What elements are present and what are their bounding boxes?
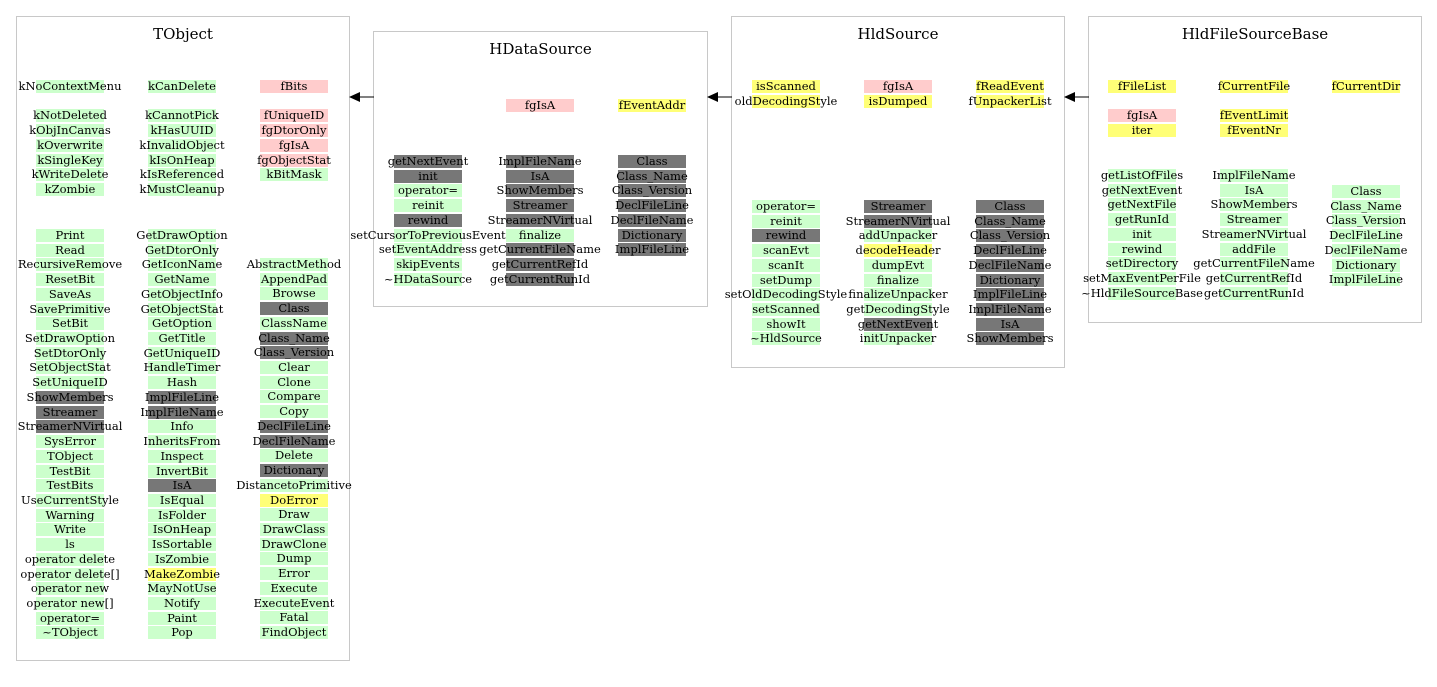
member-hldsource: operator= bbox=[755, 199, 817, 213]
member-tobject: ExecuteEvent bbox=[253, 595, 335, 610]
member-hdatasource: ImplFileLine bbox=[614, 242, 690, 257]
member-hdatasource: fEventAddr bbox=[618, 98, 686, 112]
member-tobject: SetUniqueID bbox=[32, 375, 108, 390]
member-hdatasource: getCurrentRunId bbox=[489, 271, 591, 286]
member-tobject: GetDtorOnly bbox=[145, 242, 219, 257]
member-hldfilesourcebase: getCurrentRefId bbox=[1205, 271, 1303, 286]
member-tobject: kHasUUID bbox=[150, 123, 214, 138]
member-hldfilesourcebase: StreamerNVirtual bbox=[1201, 226, 1307, 241]
member-tobject: Clone bbox=[277, 374, 311, 389]
member-hldsource: fgIsA bbox=[882, 79, 914, 93]
member-tobject: SetDrawOption bbox=[24, 331, 116, 346]
member-tobject: DrawClone bbox=[261, 536, 327, 551]
member-hldfilesourcebase: ShowMembers bbox=[1210, 197, 1298, 212]
member-tobject: kIsOnHeap bbox=[149, 152, 215, 167]
member-tobject: TestBits bbox=[46, 478, 94, 493]
member-tobject: ClassName bbox=[261, 315, 327, 330]
member-hldsource: fUnpackerList bbox=[968, 93, 1052, 108]
member-tobject: fgIsA bbox=[278, 137, 310, 152]
member-hldfilesourcebase: fCurrentDir bbox=[1331, 79, 1401, 93]
member-tobject: fBits bbox=[280, 79, 308, 93]
member-hldfilesourcebase: iter bbox=[1131, 123, 1153, 138]
member-tobject: operator delete[] bbox=[20, 566, 120, 581]
member-hldsource: IsA bbox=[1000, 316, 1020, 331]
member-hldfilesourcebase: setDirectory bbox=[1105, 256, 1179, 271]
member-hldsource: fReadEvent bbox=[976, 79, 1044, 93]
member-tobject: SetBit bbox=[51, 316, 89, 331]
member-hldsource: ~HldSource bbox=[750, 331, 822, 346]
member-tobject: Dictionary bbox=[263, 463, 325, 478]
member-hldsource: getNextEvent bbox=[857, 316, 939, 331]
member-tobject: DeclFileName bbox=[252, 433, 336, 448]
member-tobject: DistancetoPrimitive bbox=[236, 477, 352, 492]
member-hdatasource: ShowMembers bbox=[496, 183, 584, 198]
member-tobject: SysError bbox=[43, 434, 97, 449]
member-tobject: kCanDelete bbox=[148, 79, 216, 93]
member-tobject: GetObjectStat bbox=[140, 301, 224, 316]
member-tobject: fUniqueID bbox=[263, 108, 325, 123]
member-hdatasource: IsA bbox=[530, 168, 550, 183]
member-tobject: ls bbox=[65, 537, 75, 552]
member-tobject: Compare bbox=[267, 389, 321, 404]
member-tobject: DoError bbox=[270, 492, 318, 507]
member-tobject: SetObjectStat bbox=[29, 360, 111, 375]
member-tobject: Pop bbox=[171, 625, 193, 640]
member-tobject: TObject bbox=[47, 448, 93, 463]
member-hdatasource: rewind bbox=[407, 212, 449, 227]
member-tobject: AppendPad bbox=[260, 271, 328, 286]
member-tobject: IsOnHeap bbox=[152, 522, 212, 537]
member-tobject: operator new[] bbox=[26, 596, 114, 610]
member-tobject: HandleTimer bbox=[143, 360, 221, 375]
member-tobject: kObjInCanvas bbox=[29, 123, 111, 138]
member-hdatasource: Dictionary bbox=[621, 227, 683, 242]
member-tobject: IsEqual bbox=[159, 492, 205, 507]
member-hdatasource: setEventAddress bbox=[378, 242, 478, 257]
member-hldsource: addUnpacker bbox=[858, 228, 938, 243]
member-hdatasource: ImplFileName bbox=[498, 154, 582, 168]
member-hldfilesourcebase: fCurrentFile bbox=[1217, 79, 1291, 93]
member-hldsource: finalizeUnpacker bbox=[848, 287, 948, 302]
class-title-tobject: TObject bbox=[153, 25, 213, 43]
member-tobject: Paint bbox=[167, 610, 197, 625]
member-hldsource: reinit bbox=[770, 213, 802, 228]
member-tobject: kIsReferenced bbox=[139, 167, 225, 182]
member-hldsource: finalize bbox=[876, 272, 920, 287]
member-tobject: ImplFileName bbox=[140, 404, 224, 419]
member-hldsource: isDumped bbox=[868, 93, 928, 108]
member-hldsource: ShowMembers bbox=[966, 331, 1054, 346]
member-tobject: Print bbox=[55, 228, 85, 242]
member-tobject: fgDtorOnly bbox=[261, 123, 327, 138]
member-hldsource: showIt bbox=[766, 316, 806, 331]
member-tobject: SaveAs bbox=[48, 286, 92, 301]
member-hdatasource: finalize bbox=[518, 227, 562, 242]
member-hldsource: setScanned bbox=[752, 302, 820, 317]
member-tobject: GetObjectInfo bbox=[141, 286, 223, 301]
member-hldsource: Class_Version bbox=[969, 228, 1051, 243]
member-hldfilesourcebase: IsA bbox=[1244, 182, 1264, 197]
member-hldsource: scanEvt bbox=[762, 243, 810, 258]
member-tobject: FindObject bbox=[261, 625, 327, 639]
member-tobject: Class_Name bbox=[258, 330, 330, 345]
member-hldsource: Class bbox=[994, 199, 1026, 213]
member-hldfilesourcebase: getCurrentFileName bbox=[1193, 256, 1315, 271]
class-title-hldfilesourcebase: HldFileSourceBase bbox=[1181, 25, 1329, 43]
member-tobject: TestBit bbox=[49, 463, 91, 478]
member-tobject: Info bbox=[170, 419, 194, 434]
member-tobject: kNoContextMenu bbox=[18, 79, 122, 93]
member-hdatasource: skipEvents bbox=[396, 257, 460, 272]
member-hldsource: setDump bbox=[759, 272, 813, 287]
member-tobject: ResetBit bbox=[45, 272, 95, 287]
member-tobject: Dump bbox=[276, 551, 312, 566]
member-tobject: kSingleKey bbox=[37, 152, 103, 167]
member-tobject: SetDtorOnly bbox=[33, 345, 107, 360]
member-hldfilesourcebase: addFile bbox=[1232, 241, 1276, 256]
member-hdatasource: getNextEvent bbox=[387, 154, 469, 168]
member-hldsource: ImplFileLine bbox=[972, 287, 1048, 302]
member-hdatasource: reinit bbox=[412, 198, 444, 213]
member-tobject: Execute bbox=[270, 580, 318, 595]
member-tobject: Streamer bbox=[42, 404, 98, 419]
member-tobject: operator= bbox=[39, 610, 101, 625]
member-tobject: GetOption bbox=[151, 316, 213, 331]
member-hldsource: setOldDecodingStyle bbox=[724, 287, 848, 302]
member-tobject: Copy bbox=[279, 404, 309, 419]
member-hdatasource: ~HDataSource bbox=[383, 271, 473, 286]
member-hldfilesourcebase: ImplFileLine bbox=[1328, 272, 1404, 287]
member-hldsource: scanIt bbox=[768, 257, 804, 272]
member-hldfilesourcebase: fEventLimit bbox=[1219, 108, 1289, 123]
member-hdatasource: DeclFileName bbox=[610, 212, 694, 227]
member-hldsource: decodeHeader bbox=[855, 243, 941, 258]
member-hldfilesourcebase: getNextFile bbox=[1107, 197, 1177, 212]
member-hldfilesourcebase: ImplFileName bbox=[1212, 168, 1296, 182]
member-tobject: kZombie bbox=[44, 182, 96, 197]
member-hdatasource: init bbox=[418, 168, 438, 183]
member-hldsource: StreamerNVirtual bbox=[845, 213, 951, 228]
member-hldfilesourcebase: Dictionary bbox=[1335, 257, 1397, 272]
member-tobject: DeclFileLine bbox=[257, 418, 331, 433]
member-tobject: ~TObject bbox=[42, 625, 98, 640]
member-tobject: AbstractMethod bbox=[246, 257, 342, 271]
member-tobject: ImplFileLine bbox=[144, 389, 220, 404]
member-tobject: GetIconName bbox=[141, 257, 223, 272]
member-tobject: kInvalidObject bbox=[139, 137, 225, 152]
member-tobject: Inspect bbox=[160, 448, 204, 463]
member-tobject: Fatal bbox=[279, 610, 309, 625]
member-hldfilesourcebase: DeclFileName bbox=[1324, 242, 1408, 257]
member-hldsource: DeclFileLine bbox=[973, 243, 1047, 258]
member-tobject: fgObjectStat bbox=[257, 152, 331, 167]
member-tobject: Notify bbox=[163, 596, 201, 610]
member-hdatasource: Streamer bbox=[512, 198, 568, 213]
member-hldfilesourcebase: Class_Version bbox=[1325, 213, 1407, 228]
member-hdatasource: Class_Version bbox=[611, 183, 693, 198]
member-tobject: GetTitle bbox=[158, 331, 206, 346]
member-tobject: Browse bbox=[272, 286, 316, 301]
member-hldfilesourcebase: getListOfFiles bbox=[1100, 168, 1184, 182]
member-hldsource: getDecodingStyle bbox=[846, 302, 950, 317]
member-tobject: kNotDeleted bbox=[33, 108, 107, 123]
member-tobject: Hash bbox=[166, 375, 198, 390]
member-tobject: kMustCleanup bbox=[139, 182, 225, 197]
member-tobject: Draw bbox=[278, 507, 310, 522]
member-tobject: SavePrimitive bbox=[29, 301, 111, 316]
member-hldsource: ImplFileName bbox=[968, 302, 1052, 317]
member-tobject: Warning bbox=[45, 507, 95, 522]
member-tobject: IsFolder bbox=[157, 507, 207, 522]
member-hldfilesourcebase: rewind bbox=[1121, 241, 1163, 256]
member-hldfilesourcebase: getCurrentRunId bbox=[1203, 285, 1305, 300]
member-tobject: IsZombie bbox=[154, 551, 210, 566]
member-hldsource: rewind bbox=[765, 228, 807, 243]
member-tobject: Class_Version bbox=[253, 345, 335, 360]
member-hldsource: DeclFileName bbox=[968, 257, 1052, 272]
member-tobject: MakeZombie bbox=[143, 566, 221, 581]
member-hldfilesourcebase: Class_Name bbox=[1330, 198, 1402, 213]
member-hldsource: initUnpacker bbox=[859, 331, 937, 346]
member-tobject: DrawClass bbox=[262, 521, 326, 536]
member-tobject: ShowMembers bbox=[26, 389, 114, 404]
member-tobject: InheritsFrom bbox=[143, 434, 221, 449]
member-hldfilesourcebase: DeclFileLine bbox=[1329, 228, 1403, 243]
member-hldfilesourcebase: init bbox=[1132, 226, 1152, 241]
member-tobject: kCannotPick bbox=[145, 108, 219, 123]
member-tobject: IsA bbox=[172, 478, 192, 493]
class-title-hdatasource: HDataSource bbox=[489, 40, 592, 58]
member-tobject: UseCurrentStyle bbox=[21, 492, 119, 507]
member-hldfilesourcebase: getNextEvent bbox=[1101, 182, 1183, 197]
member-tobject: Clear bbox=[278, 360, 310, 375]
member-tobject: operator delete bbox=[24, 551, 116, 566]
member-tobject: Delete bbox=[275, 448, 313, 463]
member-hdatasource: setCursorToPreviousEvent bbox=[350, 227, 506, 242]
member-hldfilesourcebase: Class bbox=[1350, 184, 1382, 198]
member-tobject: kWriteDelete bbox=[31, 167, 109, 182]
member-hldfilesourcebase: getRunId bbox=[1114, 212, 1170, 227]
member-hldfilesourcebase: Streamer bbox=[1226, 212, 1282, 227]
member-tobject: operator new bbox=[30, 581, 110, 596]
member-tobject: GetDrawOption bbox=[136, 228, 228, 242]
member-hldfilesourcebase: ~HldFileSourceBase bbox=[1081, 285, 1203, 300]
member-tobject: kBitMask bbox=[266, 167, 322, 182]
member-hldsource: Class_Name bbox=[974, 213, 1046, 228]
member-tobject: GetUniqueID bbox=[143, 345, 221, 360]
member-hdatasource: Class bbox=[636, 154, 668, 168]
member-hldsource: isScanned bbox=[756, 79, 816, 93]
member-hldsource: Dictionary bbox=[979, 272, 1041, 287]
member-tobject: InvertBit bbox=[155, 463, 209, 478]
member-hdatasource: getCurrentFileName bbox=[479, 242, 601, 257]
member-tobject: StreamerNVirtual bbox=[17, 419, 123, 434]
member-hdatasource: DeclFileLine bbox=[615, 198, 689, 213]
class-title-hldsource: HldSource bbox=[857, 25, 939, 43]
member-tobject: MayNotUse bbox=[147, 581, 217, 596]
member-hdatasource: fgIsA bbox=[524, 98, 556, 112]
member-hdatasource: operator= bbox=[397, 183, 459, 198]
member-tobject: Write bbox=[54, 522, 86, 537]
member-hdatasource: getCurrentRefId bbox=[491, 257, 589, 272]
member-hldfilesourcebase: fgIsA bbox=[1126, 108, 1158, 123]
member-hdatasource: StreamerNVirtual bbox=[487, 212, 593, 227]
member-tobject: RecursiveRemove bbox=[17, 257, 123, 272]
member-tobject: Error bbox=[278, 566, 310, 581]
member-tobject: Class bbox=[278, 301, 310, 316]
member-hdatasource: Class_Name bbox=[616, 168, 688, 183]
member-tobject: kOverwrite bbox=[37, 137, 103, 152]
member-hldsource: dumpEvt bbox=[871, 257, 925, 272]
member-hldsource: Streamer bbox=[870, 199, 926, 213]
member-tobject: IsSortable bbox=[151, 537, 213, 552]
member-hldsource: oldDecodingStyle bbox=[734, 93, 838, 108]
member-tobject: GetName bbox=[154, 272, 210, 287]
member-hldfilesourcebase: setMaxEventPerFile bbox=[1083, 271, 1201, 286]
member-hldfilesourcebase: fFileList bbox=[1117, 79, 1167, 93]
member-tobject: Read bbox=[55, 242, 85, 257]
member-hldfilesourcebase: fEventNr bbox=[1227, 123, 1281, 138]
